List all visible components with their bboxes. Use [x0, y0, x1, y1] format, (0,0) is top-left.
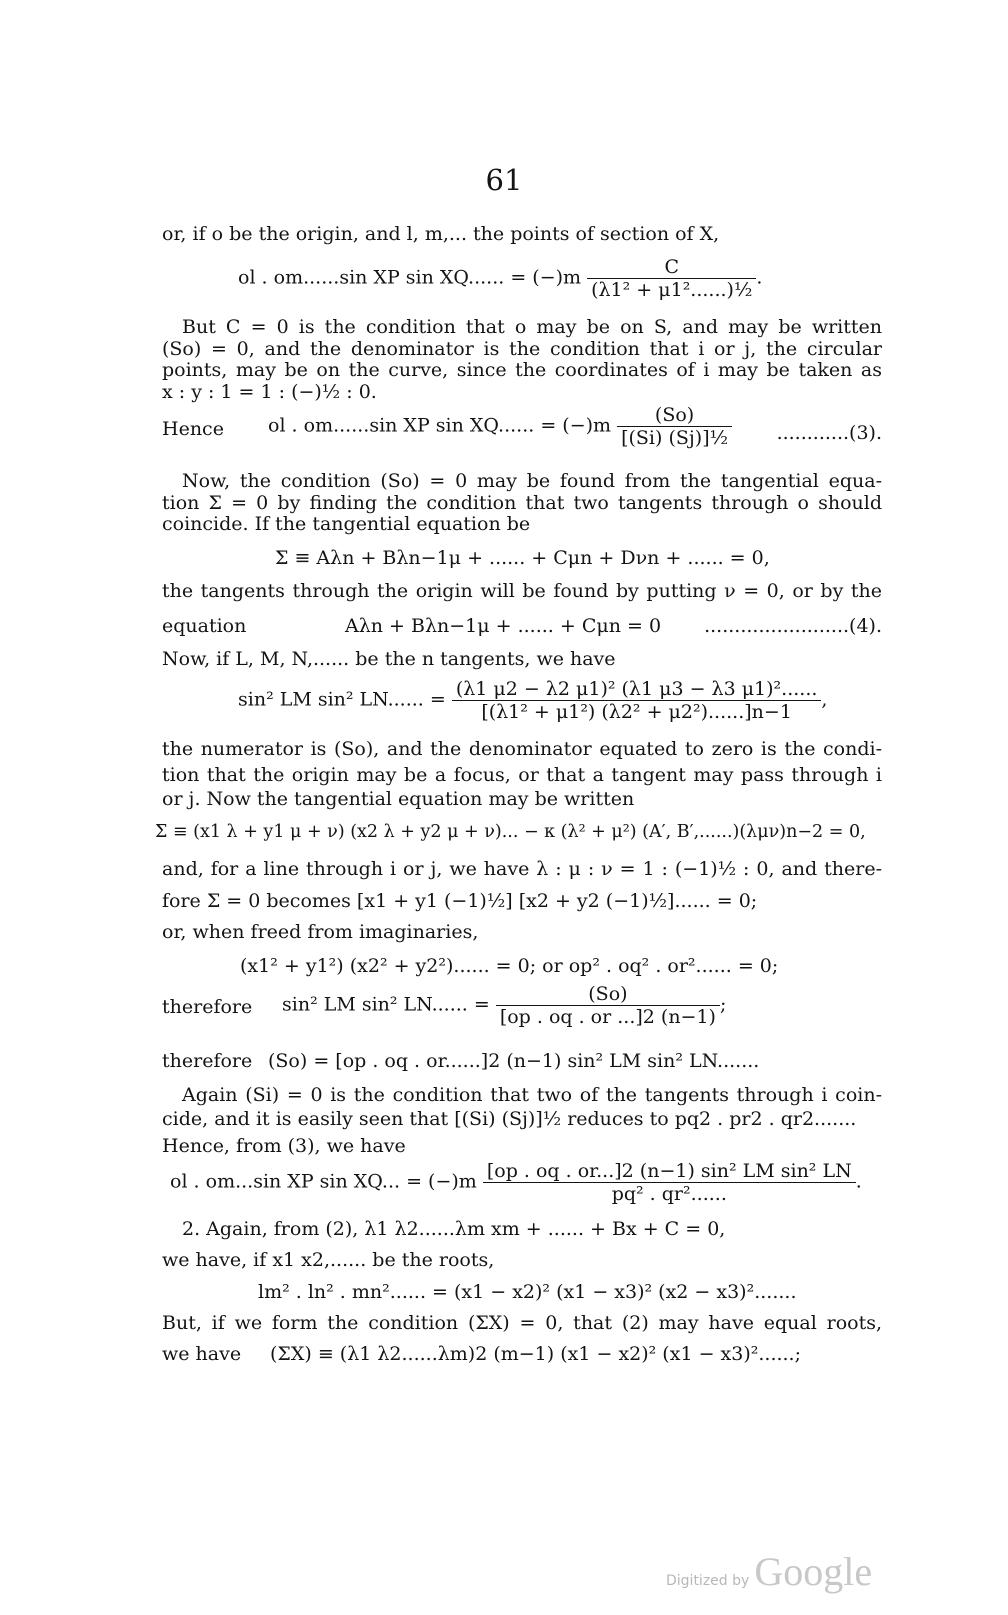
fraction	[617, 404, 732, 449]
equation-long: Σ ≡ (x1 λ + y1 μ + ν) (x2 λ + y2 μ + ν)... − κ (λ² + μ²) (A′, B′,......)(λμν)n−2 = 0,	[155, 822, 866, 842]
equation-lhs: sin² LM sin² LN...... =	[282, 993, 490, 1016]
hence-label: Hence	[162, 418, 224, 440]
text-line: or, if o be the origin, and l, m,... the points of section of X,	[162, 223, 720, 245]
text-line: Hence, from (3), we have	[162, 1135, 406, 1157]
we-have-label: we have	[162, 1343, 242, 1365]
equation-lhs: ol . om......sin XP sin XQ...... = (−)m	[238, 266, 582, 289]
text-line: coincide. If the tangential equation be	[162, 513, 531, 535]
fraction	[452, 678, 822, 723]
equation-roots: lm² . ln² . mn²...... = (x1 − x2)² (x1 − x3)² (x2 − x3)².......	[258, 1281, 797, 1303]
equation-1: ol . om......sin XP sin XQ...... = (−)m $\frac{C}{\text{(λ1² + μ1²......)½}}$ .	[238, 256, 763, 301]
page-number: 61	[485, 163, 523, 197]
numerator: (So)	[588, 983, 628, 1005]
equation-freed: (x1² + y1²) (x2² + y2²)...... = 0; or op² . oq² . or²...... = 0;	[240, 955, 779, 977]
google-logo: Google	[754, 1549, 873, 1594]
therefore-label: therefore	[162, 1050, 253, 1072]
equation-tag: ............(3).	[776, 422, 882, 444]
denominator: pq² . qr²......	[483, 1182, 856, 1205]
equation-therefore-1: sin² LM sin² LN...... = $\frac{(So)}{[op . oq . or ...]2 (n-1)}$ ;	[282, 983, 727, 1028]
therefore-label: therefore	[162, 996, 253, 1018]
text-line: and, for a line through i or j, we have λ : μ : ν = 1 : (−1)½ : 0, and there-	[162, 858, 882, 880]
fraction	[483, 1160, 856, 1205]
equation-4: Aλn + Bλn−1μ + ...... + Cμn = 0	[345, 615, 662, 637]
equation-lhs: sin² LM sin² LN...... =	[238, 688, 446, 711]
watermark-small-text: Digitized by	[666, 1573, 750, 1589]
text-line: fore Σ = 0 becomes [x1 + y1 (−1)½] [x2 + y2 (−1)½]...... = 0;	[162, 890, 758, 912]
text-line: or, when freed from imaginaries,	[162, 921, 479, 943]
text-line: we have, if x1 x2,...... be the roots,	[162, 1249, 495, 1271]
equation-label: equation	[162, 615, 247, 637]
text-line: But C = 0 is the condition that o may be on S, and may be written	[182, 316, 882, 338]
text-line: tion Σ = 0 by finding the condition that two tangents through o should	[162, 492, 882, 514]
text-line: the numerator is (So), and the denominator equated to zero is the condi-	[162, 738, 882, 760]
text-line: (So) = 0, and the denominator is the condition that i or j, the circular	[162, 338, 882, 360]
denominator: [op . oq . or ...]2 (n−1)	[496, 1005, 720, 1028]
text-line: Again (Si) = 0 is the condition that two of the tangents through i coin-	[182, 1084, 882, 1106]
text-line: points, may be on the curve, since the coordinates of i may be taken as	[162, 359, 882, 381]
numerator: (So)	[654, 404, 695, 426]
google-watermark	[666, 1548, 872, 1595]
text-line: cide, and it is easily seen that [(Si) (Sj)]½ reduces to pq2 . pr2 . qr2.......	[162, 1108, 857, 1130]
numerator: (λ1 μ2 − λ2 μ1)² (λ1 μ3 − λ3 μ1)²......	[455, 678, 818, 700]
text-line: tion that the origin may be a focus, or that a tangent may pass through i	[162, 764, 882, 786]
equation-hence: ol . om...sin XP sin XQ... = (−)m $\frac{\text{[op . oq . or...]2 (n−1) sin² LM sin² LN}}{\text{pq² . qr²......}}$ .	[170, 1160, 862, 1205]
denominator: [(λ1² + μ1²) (λ2² + μ2²)......]n−1	[452, 700, 822, 723]
text-line: the tangents through the origin will be found by putting ν = 0, or by the	[162, 580, 882, 602]
text-line: or j. Now the tangential equation may be written	[162, 788, 635, 810]
equation-tag: ........................(4).	[704, 615, 882, 637]
denominator: (λ1² + μ1²......)½	[587, 278, 756, 301]
numerator: [op . oq . or...]2 (n−1) sin² LM sin² LN	[486, 1160, 852, 1182]
text-line: x : y : 1 = 1 : (−)½ : 0.	[162, 381, 377, 403]
equation-sigma: Σ ≡ Aλn + Bλn−1μ + ...... + Cμn + Dνn + ...... = 0,	[275, 547, 770, 569]
equation-lhs: ol . om...sin XP sin XQ... = (−)m	[170, 1170, 477, 1193]
equation-last: (ΣX) ≡ (λ1 λ2......λm)2 (m−1) (x1 − x2)² (x1 − x3)²......;	[270, 1343, 801, 1365]
fraction	[496, 983, 720, 1028]
equation-therefore-2: (So) = [op . oq . or......]2 (n−1) sin² LM sin² LN.......	[268, 1050, 760, 1072]
text-line: 2. Again, from (2), λ1 λ2......λm xm + ...... + Bx + C = 0,	[182, 1218, 726, 1240]
text-line: Now, if L, M, N,...... be the n tangents, we have	[162, 648, 616, 670]
fraction	[587, 256, 756, 301]
text-line: Now, the condition (So) = 0 may be found from the tangential equa-	[182, 470, 882, 492]
numerator: C	[664, 256, 679, 278]
denominator: [(Si) (Sj)]½	[617, 426, 732, 449]
text-line: But, if we form the condition (ΣX) = 0, that (2) may have equal roots,	[162, 1312, 882, 1334]
equation-lhs: ol . om......sin XP sin XQ...... = (−)m	[268, 414, 612, 437]
equation-sin: sin² LM sin² LN...... = $\frac{\text{(λ1 μ2 − λ2 μ1)² (λ1 μ3 − λ3 μ1)²......}}{\text{[(λ1² + μ1²) (λ2² + μ2²)......]n−1}}$ ,	[238, 678, 828, 723]
equation-3	[268, 404, 732, 449]
